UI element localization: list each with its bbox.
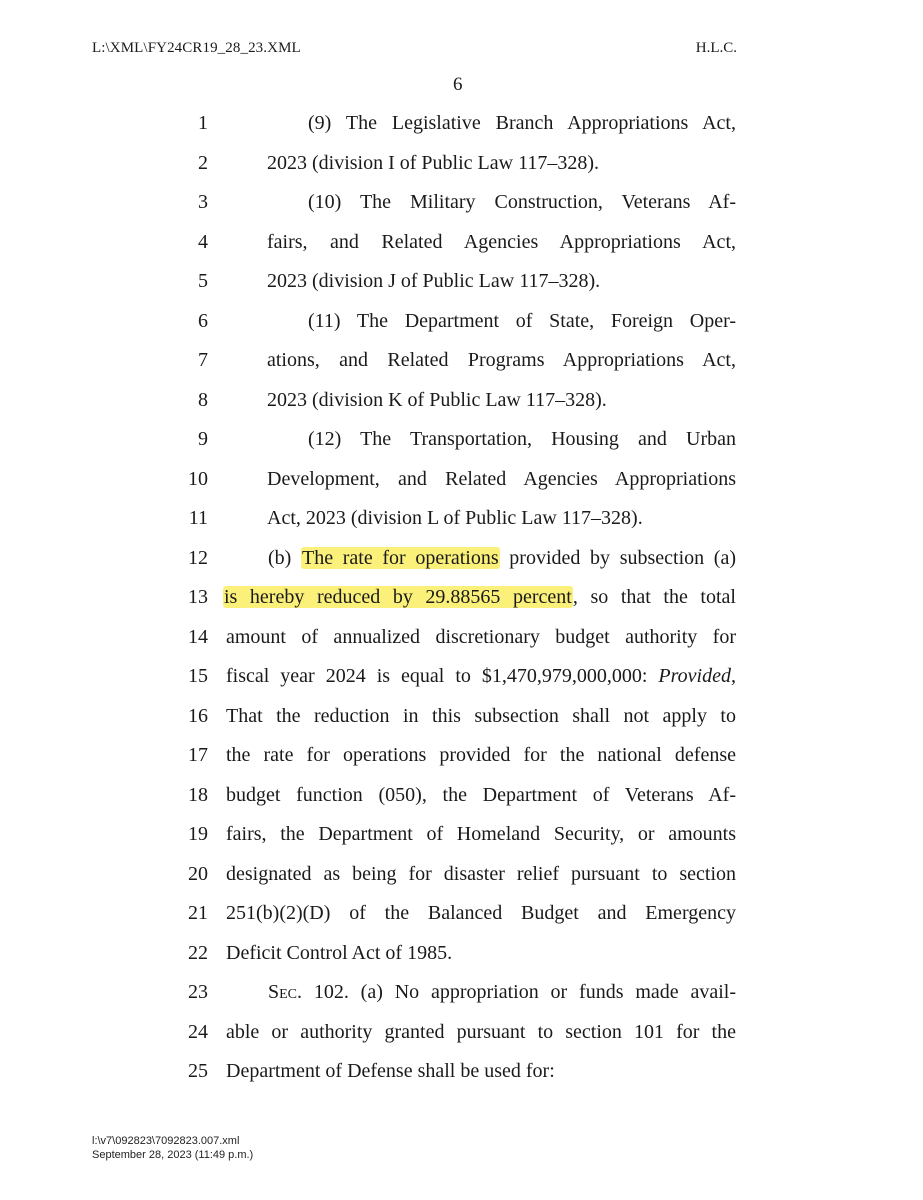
line-number: 12 — [188, 547, 208, 569]
line-number: 4 — [198, 231, 208, 253]
line-number: 21 — [188, 902, 208, 924]
document-line — [0, 1058, 923, 1098]
line-number: 9 — [198, 428, 208, 450]
line-text: 2023 (division J of Public Law 117–328). — [267, 270, 601, 292]
line-text — [223, 584, 736, 610]
line-text: fairs, and Related Agencies Appropriations Act, — [267, 231, 736, 253]
line-number: 1 — [198, 112, 208, 134]
line-text: able or authority granted pursuant to section 101 for the — [226, 1021, 736, 1043]
line-text: designated as being for disaster relief pursuant to section — [226, 863, 736, 885]
line-number: 16 — [188, 705, 208, 727]
document-line — [0, 861, 923, 901]
footer-path: l:\v7\092823\7092823.007.xml — [92, 1135, 240, 1147]
section-label: Sec. — [268, 981, 303, 1003]
line-number: 17 — [188, 744, 208, 766]
line-text: Department of Defense shall be used for: — [226, 1060, 555, 1082]
line-number: 14 — [188, 626, 208, 648]
line-text: budget function (050), the Department of Veterans Af- — [226, 784, 736, 806]
line-text: 2023 (division K of Public Law 117–328). — [267, 389, 607, 411]
document-line — [0, 979, 923, 1019]
italic-text: Provided, — [658, 665, 736, 687]
line-text — [268, 545, 736, 571]
highlighted-text: is hereby reduced by 29.88565 percent — [224, 586, 572, 608]
line-text: (12) The Transportation, Housing and Urban — [308, 428, 736, 450]
line-number: 6 — [198, 310, 208, 332]
document-line — [0, 782, 923, 822]
line-number: 23 — [188, 981, 208, 1003]
document-line — [0, 900, 923, 940]
line-text: ations, and Related Programs Appropriations Act, — [267, 349, 736, 371]
line-number: 5 — [198, 270, 208, 292]
line-text: the rate for operations provided for the national defense — [226, 744, 736, 766]
document-line — [0, 1019, 923, 1059]
document-line — [0, 308, 923, 348]
line-number: 18 — [188, 784, 208, 806]
document-line — [0, 545, 923, 585]
document-line — [0, 940, 923, 980]
line-number: 25 — [188, 1060, 208, 1082]
document-line — [0, 189, 923, 229]
line-number: 24 — [188, 1021, 208, 1043]
document-line — [0, 150, 923, 190]
document-line — [0, 426, 923, 466]
line-number: 20 — [188, 863, 208, 885]
document-line — [0, 821, 923, 861]
page-number: 6 — [453, 74, 463, 95]
line-text-pre: (b) — [268, 547, 301, 569]
line-text: amount of annualized discretionary budget authority for — [226, 626, 736, 648]
document-line — [0, 742, 923, 782]
line-text: (10) The Military Construction, Veterans Af- — [308, 191, 736, 213]
line-text: (9) The Legislative Branch Appropriations Act, — [308, 112, 736, 134]
office-code: H.L.C. — [695, 40, 737, 56]
footer — [92, 1134, 253, 1162]
footer-timestamp: September 28, 2023 (11:49 p.m.) — [92, 1149, 254, 1161]
line-number: 15 — [188, 665, 208, 687]
line-text: That the reduction in this subsection shall not apply to — [226, 705, 736, 727]
line-text: Act, 2023 (division L of Public Law 117–328). — [267, 507, 643, 529]
file-path: L:\XML\FY24CR19_28_23.XML — [92, 40, 301, 56]
document-line — [0, 466, 923, 506]
line-number: 3 — [198, 191, 208, 213]
line-text — [268, 979, 736, 1005]
line-number: 7 — [198, 349, 208, 371]
highlighted-text: The rate for operations — [301, 547, 499, 569]
line-number: 2 — [198, 152, 208, 174]
line-text-main: fiscal year 2024 is equal to $1,470,979,000,000: — [226, 665, 659, 687]
line-text-main: 102. (a) No appropriation or funds made avail- — [302, 981, 736, 1003]
document-line — [0, 387, 923, 427]
line-number: 11 — [188, 507, 208, 529]
document-line — [0, 110, 923, 150]
document-line — [0, 505, 923, 545]
line-number: 22 — [188, 942, 208, 964]
line-text: 251(b)(2)(D) of the Balanced Budget and Emergency — [226, 902, 736, 924]
document-line — [0, 663, 923, 703]
line-text-post: , so that the total — [572, 586, 736, 608]
line-number: 10 — [188, 468, 208, 490]
document-line — [0, 268, 923, 308]
line-text: 2023 (division I of Public Law 117–328). — [267, 152, 600, 174]
line-text — [226, 663, 736, 689]
document-line — [0, 703, 923, 743]
line-number: 13 — [188, 586, 208, 608]
line-text-post: provided by subsection (a) — [499, 547, 736, 569]
document-line — [0, 229, 923, 269]
line-text: Development, and Related Agencies Appropriations — [267, 468, 736, 490]
document-line — [0, 347, 923, 387]
document-line — [0, 624, 923, 664]
line-text: fairs, the Department of Homeland Security, or amounts — [226, 823, 736, 845]
line-text: Deficit Control Act of 1985. — [226, 942, 453, 964]
line-number: 19 — [188, 823, 208, 845]
line-text: (11) The Department of State, Foreign Oper- — [308, 310, 736, 332]
line-number: 8 — [198, 389, 208, 411]
document-line — [0, 584, 923, 624]
